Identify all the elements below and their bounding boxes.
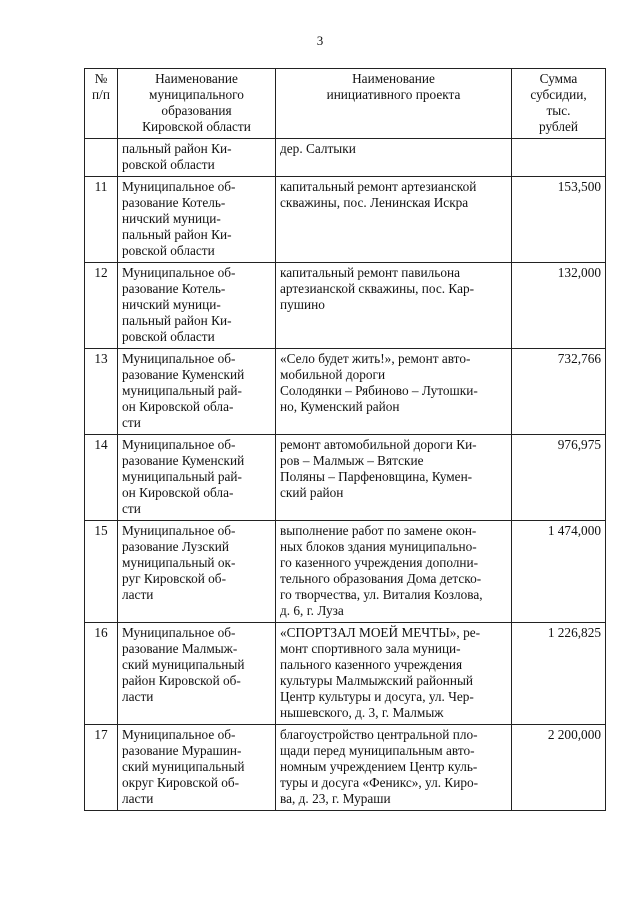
text-line: пальный район Ки- — [122, 141, 232, 156]
text-line: но, Куменский район — [280, 399, 400, 414]
subsidy-amount: 1 226,825 — [512, 623, 606, 725]
municipality-name — [118, 263, 276, 349]
table-row — [85, 623, 606, 725]
header-num — [85, 69, 118, 139]
text-line: округ Кировской об- — [122, 775, 240, 790]
project-name — [276, 263, 512, 349]
project-name — [276, 521, 512, 623]
text-line: он Кировской обла- — [122, 399, 234, 414]
subsidy-amount: 732,766 — [512, 349, 606, 435]
text-line: скважины, пос. Ленинская Искра — [280, 195, 469, 210]
text-line: Муниципальное об- — [122, 727, 236, 742]
text-line: муниципального — [149, 87, 244, 102]
header-municipality — [118, 69, 276, 139]
subsidy-amount: 2 200,000 — [512, 725, 606, 811]
text-line: Поляны – Парфеновщина, Кумен- — [280, 469, 473, 484]
text-line: ласти — [122, 689, 154, 704]
text-line: Муниципальное об- — [122, 625, 236, 640]
subsidy-amount: 976,975 — [512, 435, 606, 521]
municipality-name — [118, 349, 276, 435]
project-name — [276, 725, 512, 811]
text-line: инициативного проекта — [326, 87, 461, 102]
text-line: туры и досуга «Феникс», ул. Киро- — [280, 775, 479, 790]
text-line: разование Куменский — [122, 453, 245, 468]
text-line: он Кировской обла- — [122, 485, 234, 500]
text-line: субсидии, — [530, 87, 587, 102]
text-line: ский муниципальный — [122, 657, 245, 672]
text-line: «Село будет жить!», ремонт авто- — [280, 351, 471, 366]
text-line: нышевского, д. 3, г. Малмыж — [280, 705, 444, 720]
text-line: ва, д. 23, г. Мураши — [280, 791, 391, 806]
text-line: д. 6, г. Луза — [280, 603, 344, 618]
text-line: Наименование — [155, 71, 238, 86]
subsidy-amount — [512, 139, 606, 177]
row-number: 12 — [85, 263, 118, 349]
table-row — [85, 139, 606, 177]
municipality-name — [118, 725, 276, 811]
text-line: Муниципальное об- — [122, 265, 236, 280]
text-line: дер. Салтыки — [280, 141, 356, 156]
text-line: ласти — [122, 791, 154, 806]
table-body — [85, 139, 606, 811]
text-line: ский район — [280, 485, 344, 500]
text-line: разование Котель- — [122, 195, 226, 210]
text-line: го казенного учреждения дополни- — [280, 555, 479, 570]
municipality-name — [118, 177, 276, 263]
project-name — [276, 623, 512, 725]
text-line: разование Мурашин- — [122, 743, 242, 758]
text-line: ровской области — [122, 243, 215, 258]
text-line: пушино — [280, 297, 325, 312]
text-line: п/п — [92, 87, 110, 102]
text-line: Муниципальное об- — [122, 437, 236, 452]
text-line: номным учреждением Центр куль- — [280, 759, 478, 774]
text-line: разование Лузский — [122, 539, 230, 554]
municipality-name — [118, 139, 276, 177]
header-sum — [512, 69, 606, 139]
table-row — [85, 177, 606, 263]
row-number: 16 — [85, 623, 118, 725]
text-line: выполнение работ по замене окон- — [280, 523, 477, 538]
table-row — [85, 349, 606, 435]
text-line: Муниципальное об- — [122, 351, 236, 366]
text-line: ласти — [122, 587, 154, 602]
row-number: 17 — [85, 725, 118, 811]
table-row — [85, 435, 606, 521]
municipality-name — [118, 435, 276, 521]
text-line: муниципальный рай- — [122, 383, 242, 398]
row-number: 14 — [85, 435, 118, 521]
text-line: рублей — [538, 119, 579, 134]
municipality-name — [118, 623, 276, 725]
text-line: ровской области — [122, 329, 215, 344]
text-line: руг Кировской об- — [122, 571, 226, 586]
text-line: Муниципальное об- — [122, 179, 236, 194]
text-line: ский муниципальный — [122, 759, 245, 774]
project-name — [276, 435, 512, 521]
text-line: монт спортивного зала муници- — [280, 641, 461, 656]
row-number: 13 — [85, 349, 118, 435]
municipality-name — [118, 521, 276, 623]
text-line: ров – Малмыж – Вятские — [280, 453, 424, 468]
text-line: муниципальный рай- — [122, 469, 242, 484]
table-row — [85, 263, 606, 349]
text-line: пальный район Ки- — [122, 227, 232, 242]
text-line: Сумма — [539, 71, 578, 86]
text-line: Наименование — [352, 71, 435, 86]
table-header-row — [85, 69, 606, 139]
text-line: ничский муници- — [122, 211, 221, 226]
text-line: ремонт автомобильной дороги Ки- — [280, 437, 477, 452]
text-line: щади перед муниципальным авто- — [280, 743, 475, 758]
text-line: капитальный ремонт павильона — [280, 265, 461, 280]
text-line: пальный район Ки- — [122, 313, 232, 328]
text-line: «СПОРТЗАЛ МОЕЙ МЕЧТЫ», ре- — [280, 625, 481, 640]
row-number — [85, 139, 118, 177]
text-line: ничский муници- — [122, 297, 221, 312]
text-line: капитальный ремонт артезианской — [280, 179, 477, 194]
text-line: культуры Малмыжский районный — [280, 673, 474, 688]
project-name — [276, 349, 512, 435]
text-line: мобильной дороги — [280, 367, 386, 382]
text-line: Солодянки – Рябиново – Лутошки- — [280, 383, 478, 398]
row-number: 15 — [85, 521, 118, 623]
text-line: образования — [161, 103, 232, 118]
subsidy-table — [84, 68, 606, 811]
text-line: Центр культуры и досуга, ул. Чер- — [280, 689, 474, 704]
text-line: пального казенного учреждения — [280, 657, 463, 672]
text-line: Кировской области — [142, 119, 251, 134]
text-line: Муниципальное об- — [122, 523, 236, 538]
text-line: тыс. — [546, 103, 571, 118]
text-line: сти — [122, 415, 141, 430]
row-number: 11 — [85, 177, 118, 263]
subsidy-amount: 132,000 — [512, 263, 606, 349]
page-number: 3 — [316, 33, 324, 48]
table-row — [85, 521, 606, 623]
subsidy-amount: 153,500 — [512, 177, 606, 263]
text-line: сти — [122, 501, 141, 516]
text-line: го творчества, ул. Виталия Козлова, — [280, 587, 483, 602]
text-line: ных блоков здания муниципально- — [280, 539, 477, 554]
text-line: № — [94, 71, 108, 86]
project-name — [276, 177, 512, 263]
text-line: артезианской скважины, пос. Кар- — [280, 281, 475, 296]
subsidy-amount: 1 474,000 — [512, 521, 606, 623]
text-line: разование Куменский — [122, 367, 245, 382]
table-row — [85, 725, 606, 811]
text-line: муниципальный ок- — [122, 555, 236, 570]
text-line: благоустройство центральной пло- — [280, 727, 478, 742]
project-name — [276, 139, 512, 177]
text-line: ровской области — [122, 157, 215, 172]
header-project — [276, 69, 512, 139]
text-line: разование Котель- — [122, 281, 226, 296]
text-line: разование Малмыж- — [122, 641, 238, 656]
text-line: район Кировской об- — [122, 673, 241, 688]
text-line: тельного образования Дома детско- — [280, 571, 482, 586]
